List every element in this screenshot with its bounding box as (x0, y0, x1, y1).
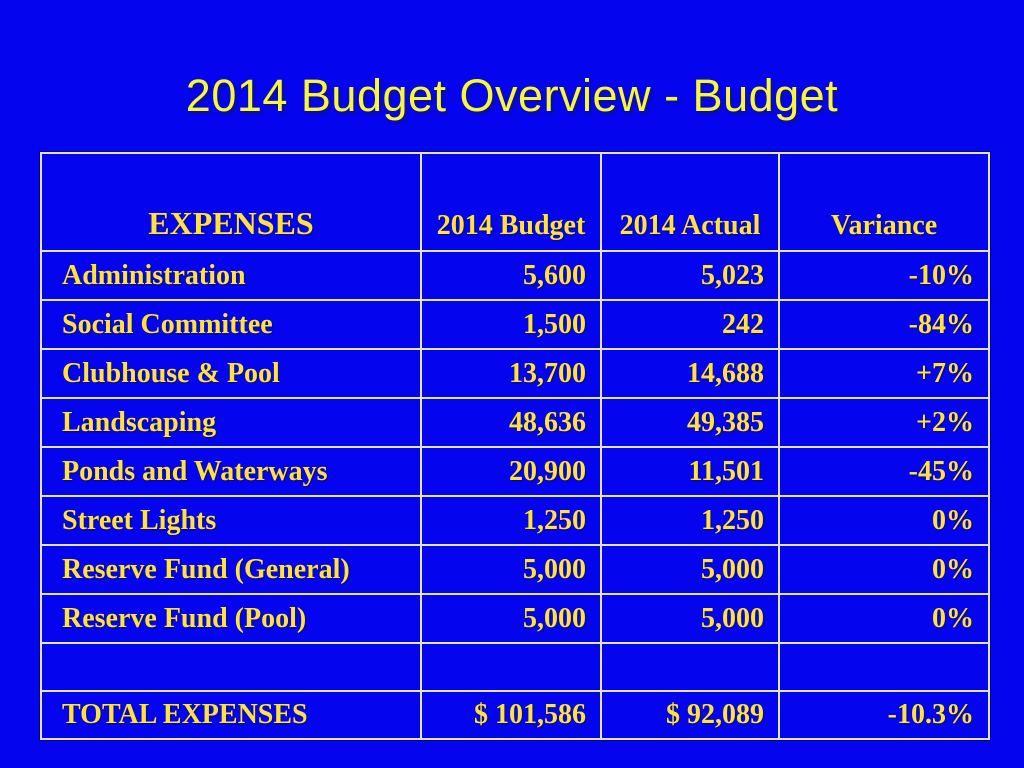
budget-cell: 13,700 (421, 349, 601, 398)
budget-cell: 5,000 (421, 545, 601, 594)
row-social-committee (41, 300, 989, 349)
column-header-variance: Variance (779, 153, 989, 251)
row-administration (41, 251, 989, 300)
empty-cell (601, 643, 779, 691)
row-reserve-fund-pool (41, 594, 989, 643)
actual-cell: 14,688 (601, 349, 779, 398)
column-header-2014-budget: 2014 Budget (421, 153, 601, 251)
row-street-lights (41, 496, 989, 545)
budget-cell: 1,500 (421, 300, 601, 349)
budget-cell: 5,000 (421, 594, 601, 643)
total-variance-cell: -10.3% (779, 691, 989, 739)
actual-cell: 49,385 (601, 398, 779, 447)
variance-cell: -10% (779, 251, 989, 300)
empty-cell (779, 643, 989, 691)
row-label: Administration (41, 251, 421, 300)
row-label: Ponds and Waterways (41, 447, 421, 496)
actual-cell: 5,023 (601, 251, 779, 300)
row-total-expenses (41, 691, 989, 739)
variance-cell: -84% (779, 300, 989, 349)
actual-cell: 11,501 (601, 447, 779, 496)
row-clubhouse-pool (41, 349, 989, 398)
variance-cell: -45% (779, 447, 989, 496)
row-landscaping (41, 398, 989, 447)
row-label: Reserve Fund (Pool) (41, 594, 421, 643)
actual-cell: 1,250 (601, 496, 779, 545)
row-label: Landscaping (41, 398, 421, 447)
row-label: Street Lights (41, 496, 421, 545)
budget-table (40, 152, 990, 740)
row-label: Clubhouse & Pool (41, 349, 421, 398)
budget-cell: 48,636 (421, 398, 601, 447)
variance-cell: +7% (779, 349, 989, 398)
column-header-2014-actual: 2014 Actual (601, 153, 779, 251)
variance-cell: 0% (779, 594, 989, 643)
column-header-expenses: EXPENSES (41, 153, 421, 251)
budget-cell: 5,600 (421, 251, 601, 300)
empty-cell (41, 643, 421, 691)
slide-title: 2014 Budget Overview - Budget (185, 70, 839, 121)
budget-cell: 20,900 (421, 447, 601, 496)
table-header-row (41, 153, 989, 251)
total-budget-cell: $ 101,586 (421, 691, 601, 739)
budget-cell: 1,250 (421, 496, 601, 545)
actual-cell: 5,000 (601, 594, 779, 643)
variance-cell: 0% (779, 496, 989, 545)
variance-cell: 0% (779, 545, 989, 594)
row-label: Reserve Fund (General) (41, 545, 421, 594)
total-actual-cell: $ 92,089 (601, 691, 779, 739)
row-ponds-waterways (41, 447, 989, 496)
row-label: Social Committee (41, 300, 421, 349)
spacer-row (41, 643, 989, 691)
empty-cell (421, 643, 601, 691)
row-reserve-fund-general (41, 545, 989, 594)
variance-cell: +2% (779, 398, 989, 447)
actual-cell: 242 (601, 300, 779, 349)
total-label: TOTAL EXPENSES (41, 691, 421, 739)
actual-cell: 5,000 (601, 545, 779, 594)
